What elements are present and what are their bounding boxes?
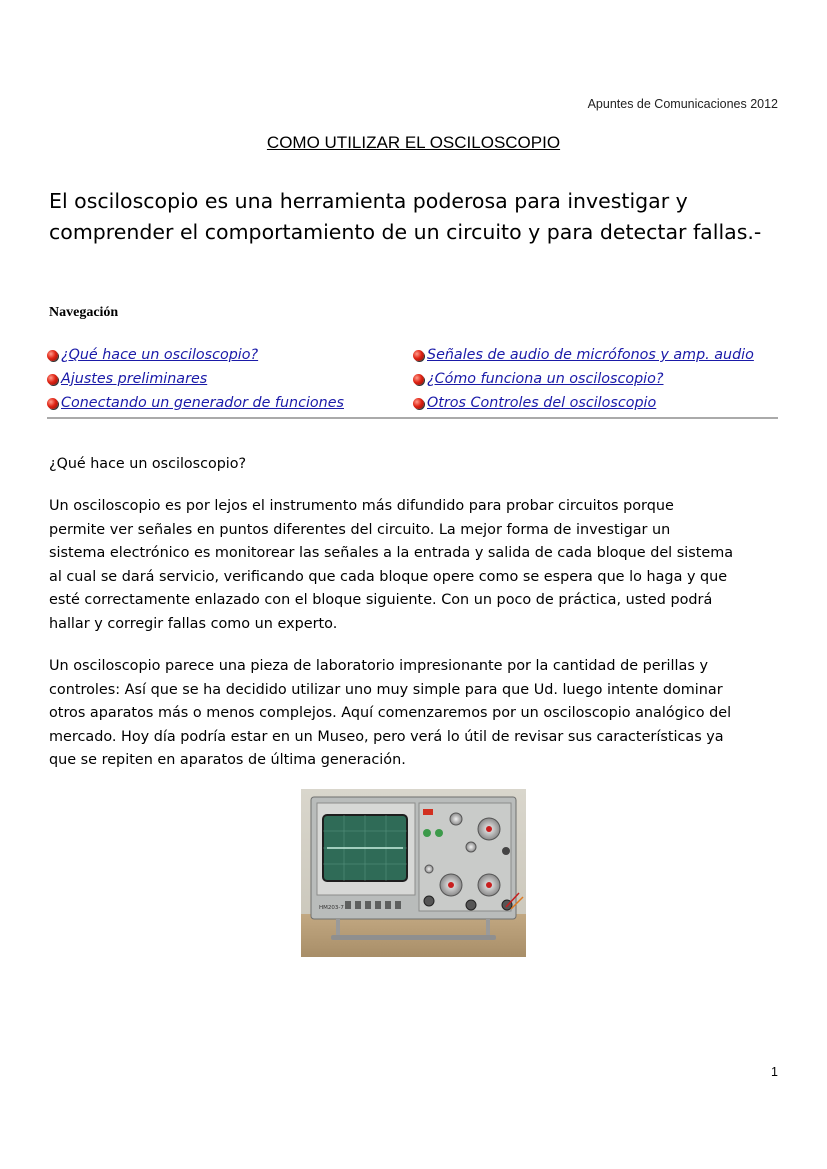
paragraph-line: Un osciloscopio es por lejos el instrumento más difundido para probar circuitos porque (49, 498, 674, 514)
nav-link-que-hace[interactable] (47, 345, 413, 365)
paragraph-line: sistema electrónico es monitorear las señales a la entrada y salida de cada bloque del sistema (49, 545, 734, 562)
nav-link-label: ¿Cómo funciona un osciloscopio? (427, 371, 664, 387)
nav-link-ajustes[interactable] (47, 369, 413, 389)
nav-link-senales-audio[interactable] (413, 345, 778, 365)
bullet-icon (47, 398, 58, 409)
bullet-icon (47, 374, 58, 385)
paragraph-line: Un osciloscopio parece una pieza de laboratorio impresionante por la cantidad de perillas y (49, 658, 708, 674)
intro-line: comprender el comportamiento de un circuito y para detectar fallas.- (49, 220, 762, 244)
header-note: Apuntes de Comunicaciones 2012 (587, 97, 778, 111)
paragraph-line: mercado. Hoy día podría estar en un Museo, pero verá lo útil de revisar sus características ya (49, 728, 724, 745)
photo-model-label: HM203-7 (319, 905, 344, 911)
paragraph-line: controles: Así que se ha decidido utilizar uno muy simple para que Ud. luego intente dominar (49, 681, 723, 698)
intro-line: El osciloscopio es una herramienta poderosa para investigar y (49, 189, 688, 213)
paragraph (49, 495, 779, 637)
paragraph-line: al cual se dará servicio, verificando que cada bloque opere como se espera que lo haga y que (49, 568, 728, 585)
oscilloscope-photo (301, 789, 526, 957)
nav-link-generador[interactable] (47, 393, 413, 413)
bullet-icon (47, 350, 58, 361)
page-title: COMO UTILIZAR EL OSCILOSCOPIO (266, 133, 561, 152)
section-heading: ¿Qué hace un osciloscopio? (49, 456, 247, 472)
paragraph-line: que se repiten en aparatos de última generación. (49, 752, 406, 769)
paragraph-line: hallar y corregir fallas como un experto. (49, 615, 338, 632)
nav-link-label: Otros Controles del osciloscopio (427, 395, 657, 411)
nav-link-label: Ajustes preliminares (61, 371, 208, 387)
bullet-icon (413, 398, 424, 409)
intro-statement (49, 186, 789, 248)
nav-link-label: ¿Qué hace un osciloscopio? (61, 347, 259, 363)
nav-link-otros-controles[interactable] (413, 393, 778, 413)
paragraph-line: esté correctamente enlazado con el bloque siguiente. Con un poco de práctica, usted podrá (49, 592, 713, 609)
navigation-heading: Navegación (49, 305, 119, 320)
paragraph-line: permite ver señales en puntos diferentes del circuito. La mejor forma de investigar un (49, 521, 671, 538)
nav-link-como-funciona[interactable] (413, 369, 778, 389)
paragraph-line: otros aparatos más o menos complejos. Aquí comenzaremos por un osciloscopio analógico del (49, 705, 732, 722)
nav-link-label: Señales de audio de micrófonos y amp. audio (427, 347, 754, 363)
paragraph (49, 655, 779, 773)
nav-link-label: Conectando un generador de funciones (61, 395, 344, 411)
navigation-links (47, 345, 778, 419)
page-number: 1 (771, 1065, 778, 1079)
bullet-icon (413, 350, 424, 361)
bullet-icon (413, 374, 424, 385)
